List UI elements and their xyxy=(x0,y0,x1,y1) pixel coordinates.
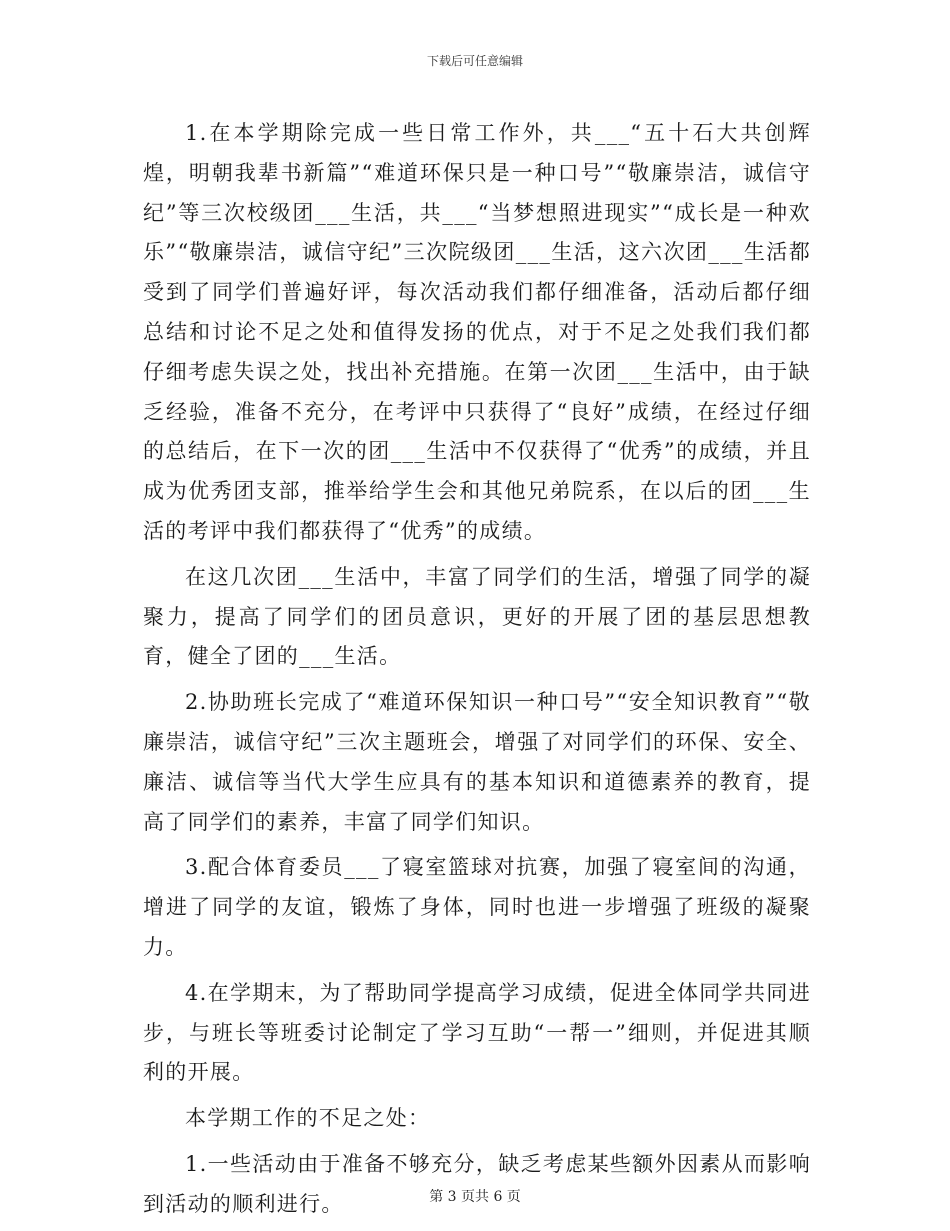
paragraph-item-4: 4.在学期末，为了帮助同学提高学习成绩，促进全体同学共同进步，与班长等班委讨论制定了学习互助“一帮一”细则，并促进其顺利的开展。 xyxy=(143,980,811,1085)
document-body xyxy=(143,114,811,1231)
paragraph-item-1: 1.在本学期除完成一些日常工作外，共___“五十石大共创辉煌，明朝我辈书新篇”“难道环保只是一种口号”“敬廉崇洁，诚信守纪”等三次校级团___生活，共___“当梦想照进现实”“成长是一种欢乐”“敬廉崇洁，诚信守纪”三次院级团___生活，这六次团___生活都受到了同学们普遍好评，每次活动我们都仔细准备，活动后都仔细总结和讨论不足之处和值得发扬的优点，对于不足之处我们我们都仔细考虑失误之处，找出补充措施。在第一次团___生活中，由于缺乏经验，准备不充分，在考评中只获得了“良好”成绩，在经过仔细的总结后，在下一次的团___生活中不仅获得了“优秀”的成绩，并且成为优秀团支部，推举给学生会和其他兄弟院系，在以后的团___生活的考评中我们都获得了“优秀”的成绩。 xyxy=(143,121,811,543)
paragraph-summary: 在这几次团___生活中，丰富了同学们的生活，增强了同学的凝聚力，提高了同学们的团员意识，更好的开展了团的基层思想教育，健全了团的___生活。 xyxy=(143,564,811,669)
paragraph-shortcoming-1: 1.一些活动由于准备不够充分，缺乏考虑某些额外因素从而影响到活动的顺利进行。 xyxy=(143,1151,811,1216)
paragraph-item-3: 3.配合体育委员___了寝室篮球对抗赛，加强了寝室间的沟通，增进了同学的友谊，锻炼了身体，同时也进一步增强了班级的凝聚力。 xyxy=(143,855,811,959)
page-header: 下载后可任意编辑 xyxy=(426,54,523,68)
paragraph-item-2: 2.协助班长完成了“难道环保知识一种口号”“安全知识教育”“敬廉崇洁，诚信守纪”三次主题班会，增强了对同学们的环保、安全、廉洁、诚信等当代大学生应具有的基本知识和道德素养的教育，提高了同学们的素养，丰富了同学们知识。 xyxy=(143,690,811,834)
page-number: 第 3 页共 6 页 xyxy=(429,1189,521,1205)
section-heading-shortcomings: 本学期工作的不足之处： xyxy=(185,1106,431,1131)
